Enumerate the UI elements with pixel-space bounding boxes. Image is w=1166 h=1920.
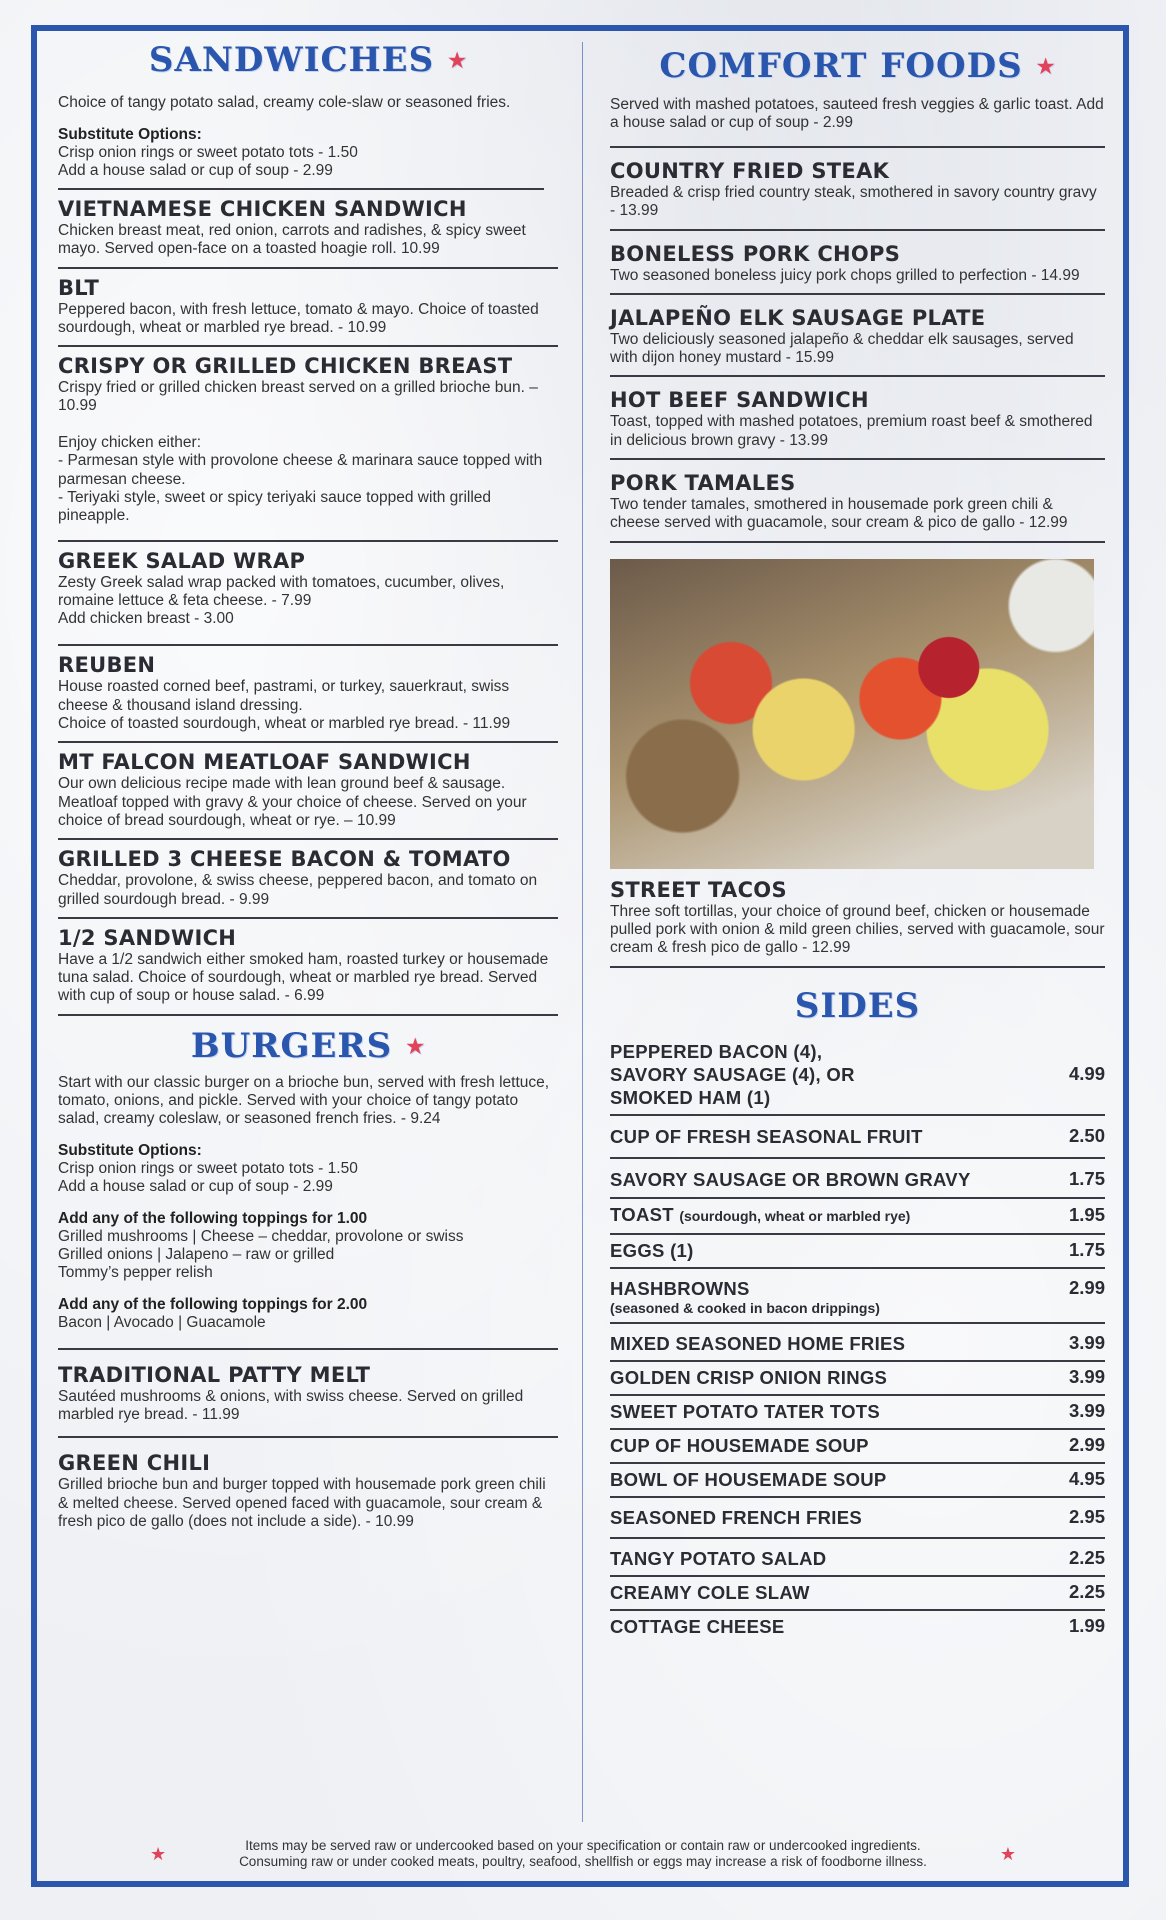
item-name: GREEN CHILI [58,1451,211,1476]
item-description: Cheddar, provolone, & swiss cheese, peppered bacon, and tomato on grilled sourdough bread. - 9.99 [58,872,538,908]
side-price: 1.75 [1068,1239,1105,1261]
item-name: VIETNAMESE CHICKEN SANDWICH [58,197,467,221]
side-price: 2.95 [1068,1506,1105,1528]
item-name: 1/2 SANDWICH [58,925,237,950]
item-name: STREET TACOS [610,877,787,902]
burgers-header [58,1026,558,1066]
sandwiches-list [58,190,558,1016]
side-price: 1.75 [1068,1168,1105,1190]
menu-item [58,190,558,269]
side-name: TANGY POTATO SALAD [610,1547,827,1569]
item-name: TRADITIONAL PATTY MELT [58,1362,371,1387]
side-name: GOLDEN CRISP ONION RINGS [610,1366,888,1388]
item-name: REUBEN [58,653,156,678]
side-row [610,1577,1105,1611]
side-price: 1.99 [1068,1615,1105,1637]
side-name: EGGS (1) [610,1239,694,1261]
item-name: GRILLED 3 CHEESE BACON & TOMATO [58,847,511,872]
column-divider [582,42,583,1822]
menu-item [58,840,558,919]
item-description: Two tender tamales, smothered in housemade pork green chili & cheese served with guacamole, sour cream & pico de gallo - 12.99 [610,496,1068,532]
item-name: BONELESS PORK CHOPS [610,241,901,266]
substitute-line: Add a house salad or cup of soup - 2.99 [58,162,333,179]
item-description: House roasted corned beef, pastrami, or turkey, sauerkraut, swiss cheese & thousand island dressing. Choice of toasted sourdough, wheat or marbled rye bread. - 11.99 [58,678,511,733]
side-row [610,1199,1105,1235]
sides-list [610,1036,1105,1643]
toppings-label: Add any of the following toppings for 2.00 [58,1295,368,1313]
comfort-foods-title: COMFORT FOODS [659,46,1023,86]
toppings-2-00 [58,1296,558,1332]
sandwiches-title: SANDWICHES [148,40,435,80]
toppings-1-00 [58,1210,558,1282]
side-row [610,1235,1105,1269]
toppings-line: Bacon | Avocado | Guacamole [58,1313,266,1331]
side-price: 4.99 [1068,1063,1105,1085]
menu-item [58,347,558,541]
item-description: Breaded & crisp fried country steak, smothered in savory country gravy - 13.99 [610,184,1097,220]
side-price: 3.99 [1068,1332,1105,1354]
side-name: PEPPERED BACON (4), SAVORY SAUSAGE (4), OR SMOKED HAM (1) [610,1040,855,1108]
side-name: TOAST [610,1203,674,1225]
side-price: 2.99 [1068,1276,1105,1298]
item-name: COUNTRY FRIED STEAK [610,159,890,183]
left-column [58,40,558,1539]
item-description: Crispy fried or grilled chicken breast served on a grilled brioche bun. – 10.99 Enjoy chicken either: - Parmesan style with provolone cheese & marinara sauce topped with parmesan cheese. - Teriyaki style, sweet or spicy teriyaki sauce topped with grilled pineapple. [58,379,543,525]
item-name: BLT [58,275,100,300]
side-name-with-note [610,1203,910,1228]
side-price: 2.25 [1068,1581,1105,1603]
side-price: 2.50 [1068,1125,1105,1147]
side-row [610,1498,1105,1539]
side-price: 3.99 [1068,1366,1105,1388]
substitute-line: Crisp onion rings or sweet potato tots - 1.50 [58,144,358,161]
menu-item [58,542,558,647]
burgers-title: BURGERS [190,1025,393,1066]
side-row [610,1116,1105,1159]
burgers-substitute-options [58,1142,558,1196]
item-description: Zesty Greek salad wrap packed with tomatoes, cucumber, olives, romaine lettuce & feta cheese. - 7.99 Add chicken breast - 3.00 [58,573,505,628]
menu-item [610,295,1105,378]
side-row [610,1362,1105,1396]
item-name: PORK TAMALES [610,471,796,496]
side-row [610,1464,1105,1498]
sides-header [610,986,1105,1026]
disclaimer-line: Consuming raw or under cooked meats, poultry, seafood, shellfish or eggs may increase a risk of foodborne illness. [239,1854,927,1869]
side-name-with-note [610,1277,880,1316]
item-description: Peppered bacon, with fresh lettuce, tomato & mayo. Choice of toasted sourdough, wheat or marbled rye bread. - 10.99 [58,300,539,336]
menu-item [610,460,1105,543]
side-price: 3.99 [1068,1400,1105,1422]
item-description: Our own delicious recipe made with lean ground beef & sausage. Meatloaf topped with gravy & your choice of cheese. Served on your choice of bread sourdough, wheat or rye. – 10.99 [58,775,527,829]
item-name: HOT BEEF SANDWICH [610,388,869,413]
side-name: CUP OF FRESH SEASONAL FRUIT [610,1125,923,1147]
item-name: GREEK SALAD WRAP [58,548,306,573]
substitute-label: Substitute Options: [58,1141,202,1159]
side-row [610,1611,1105,1643]
menu-item [610,231,1105,295]
side-row [610,1324,1105,1362]
substitute-line: Crisp onion rings or sweet potato tots - 1.50 [58,1159,358,1177]
side-name: SEASONED FRENCH FRIES [610,1506,862,1528]
toppings-label: Add any of the following toppings for 1.00 [58,1209,368,1227]
side-name: HASHBROWNS [610,1277,750,1299]
substitute-label: Substitute Options: [58,126,202,143]
right-column [610,40,1105,1643]
toppings-line: Grilled onions | Jalapeno – raw or grilled [58,1245,335,1263]
item-description: Sautéed mushrooms & onions, with swiss cheese. Served on grilled marbled rye bread. - 11.99 [58,1387,524,1424]
item-description: Have a 1/2 sandwich either smoked ham, roasted turkey or housemade tuna salad. Choice of sourdough, wheat or marbled rye bread. Served with cup of soup or house salad. - 6.99 [58,950,549,1005]
side-name: COTTAGE CHEESE [610,1615,785,1637]
side-name: SAVORY SAUSAGE OR BROWN GRAVY [610,1168,971,1190]
menu-item [610,148,1105,231]
item-name: JALAPEÑO ELK SAUSAGE PLATE [610,305,986,330]
substitute-line: Add a house salad or cup of soup - 2.99 [58,1177,333,1195]
side-price: 2.99 [1068,1434,1105,1456]
side-price: 4.95 [1068,1468,1105,1490]
side-row [610,1159,1105,1199]
item-description: Toast, topped with mashed potatoes, premium roast beef & smothered in delicious brown gravy - 13.99 [610,413,1093,449]
side-row [610,1269,1105,1324]
side-name: SWEET POTATO TATER TOTS [610,1400,881,1422]
item-description: Three soft tortillas, your choice of ground beef, chicken or housemade pulled pork with onion & mild green chilies, served with guacamole, sour cream & fresh pico de gallo - 12.99 [610,902,1105,957]
item-description: Grilled brioche bun and burger topped with housemade pork green chili & melted cheese. Served opened faced with guacamole, sour cream & fresh pico de gallo (does not include a side). - 10.99 [58,1476,546,1530]
sandwiches-header [58,40,558,80]
menu-item [58,646,558,743]
side-name: MIXED SEASONED HOME FRIES [610,1332,906,1354]
toppings-line: Tommy’s pepper relish [58,1263,213,1281]
menu-item [58,1350,558,1439]
street-tacos-photo [610,559,1094,869]
comfort-foods-header [610,46,1105,86]
menu-item [58,743,558,840]
comfort-foods-list [610,148,1105,543]
star-icon: ★ [406,1033,426,1058]
star-icon: ★ [448,48,468,72]
menu-item [58,269,558,348]
star-icon: ★ [999,1843,1016,1864]
side-note: (sourdough, wheat or marbled rye) [679,1207,911,1224]
item-description: Two deliciously seasoned jalapeño & cheddar elk sausages, served with dijon honey mustard - 15.99 [610,330,1074,367]
menu-item [58,919,558,1016]
side-name: BOWL OF HOUSEMADE SOUP [610,1468,887,1490]
side-row [610,1036,1105,1116]
item-description: Two seasoned boneless juicy pork chops grilled to perfection - 14.99 [610,266,1080,284]
menu-item [610,377,1105,460]
toppings-line: Grilled mushrooms | Cheese – cheddar, provolone or swiss [58,1227,464,1245]
burgers-description: Start with our classic burger on a brioche bun, served with fresh lettuce, tomato, onions, and pickle. Served with your choice of tangy potato salad, creamy coleslaw, or seasoned french fries. - 9.24 [58,1073,550,1127]
sandwiches-description: Choice of tangy potato salad, creamy cole-slaw or seasoned fries. [58,94,511,111]
comfort-foods-description: Served with mashed potatoes, sauteed fresh veggies & garlic toast. Add a house salad or cup of soup - 2.99 [610,96,1104,131]
side-price: 2.25 [1068,1547,1105,1569]
side-row [610,1539,1105,1577]
item-name: CRISPY OR GRILLED CHICKEN BREAST [58,354,513,379]
side-name: CUP OF HOUSEMADE SOUP [610,1434,869,1456]
side-name: CREAMY COLE SLAW [610,1581,810,1603]
disclaimer-line: Items may be served raw or undercooked based on your specification or contain raw or undercooked ingredients. [245,1838,921,1853]
side-note: (seasoned & cooked in bacon drippings) [610,1299,880,1316]
item-description: Chicken breast meat, red onion, carrots and radishes, & spicy sweet mayo. Served open-face on a toasted hoagie roll. 10.99 [58,222,526,258]
side-row [610,1430,1105,1464]
item-name: MT FALCON MEATLOAF SANDWICH [58,750,471,775]
footer-disclaimer [150,1838,1016,1870]
sandwiches-substitute-options [58,126,558,180]
side-price: 1.95 [1068,1204,1105,1226]
side-row [610,1396,1105,1430]
star-icon: ★ [150,1843,167,1864]
sides-title: SIDES [794,985,921,1026]
menu-item [610,869,1105,968]
disclaimer-text [239,1838,927,1870]
star-icon: ★ [1036,54,1056,78]
menu-item [58,1438,558,1539]
